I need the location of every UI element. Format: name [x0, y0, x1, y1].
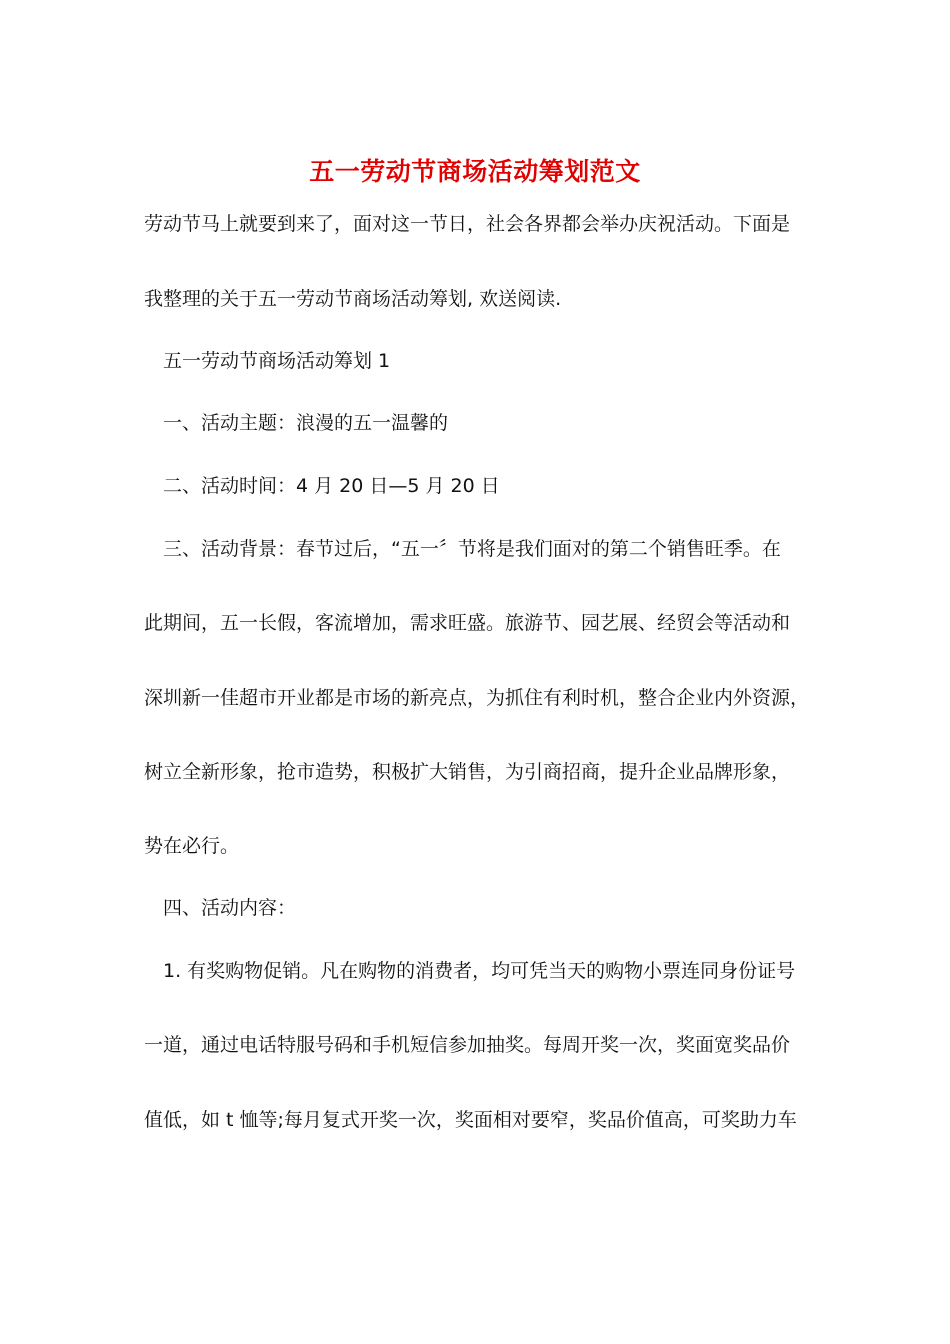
section-item: 三、活动背景：春节过后，“五一〞节将是我们面对的第二个销售旺季。在	[163, 538, 781, 560]
document-title: 五一劳动节商场活动筹划范文	[309, 157, 641, 186]
section-item: 四、活动内容：	[163, 897, 297, 919]
paragraph-line: 此期间，五一长假，客流增加，需求旺盛。旅游节、园艺展、经贸会等活动和	[144, 612, 791, 634]
paragraph-line: 深圳新一佳超市开业都是市场的新亮点，为抓住有利时机，整合企业内外资源，	[144, 687, 810, 709]
paragraph-line: 劳动节马上就要到来了，面对这一节日，社会各界都会举办庆祝活动。下面是	[144, 213, 791, 235]
list-item: 1. 有奖购物促销。凡在购物的消费者，均可凭当天的购物小票连同身份证号	[163, 960, 796, 982]
paragraph-line: 我整理的关于五一劳动节商场活动筹划, 欢送阅读.	[144, 288, 562, 310]
paragraph-line: 势在必行。	[144, 835, 240, 857]
paragraph-line: 一道，通过电话特服号码和手机短信参加抽奖。每周开奖一次，奖面宽奖品价	[144, 1034, 791, 1056]
section-item: 一、活动主题：浪漫的五一温馨的	[163, 412, 449, 434]
section-item: 二、活动时间：4 月 20 日—5 月 20 日	[163, 475, 500, 497]
paragraph-line: 值低，如 t 恤等;每月复式开奖一次，奖面相对要窄，奖品价值高，可奖助力车	[144, 1109, 797, 1131]
paragraph-line: 树立全新形象，抢市造势，积极扩大销售，为引商招商，提升企业品牌形象，	[144, 761, 791, 783]
section-heading: 五一劳动节商场活动筹划 1	[163, 350, 391, 372]
